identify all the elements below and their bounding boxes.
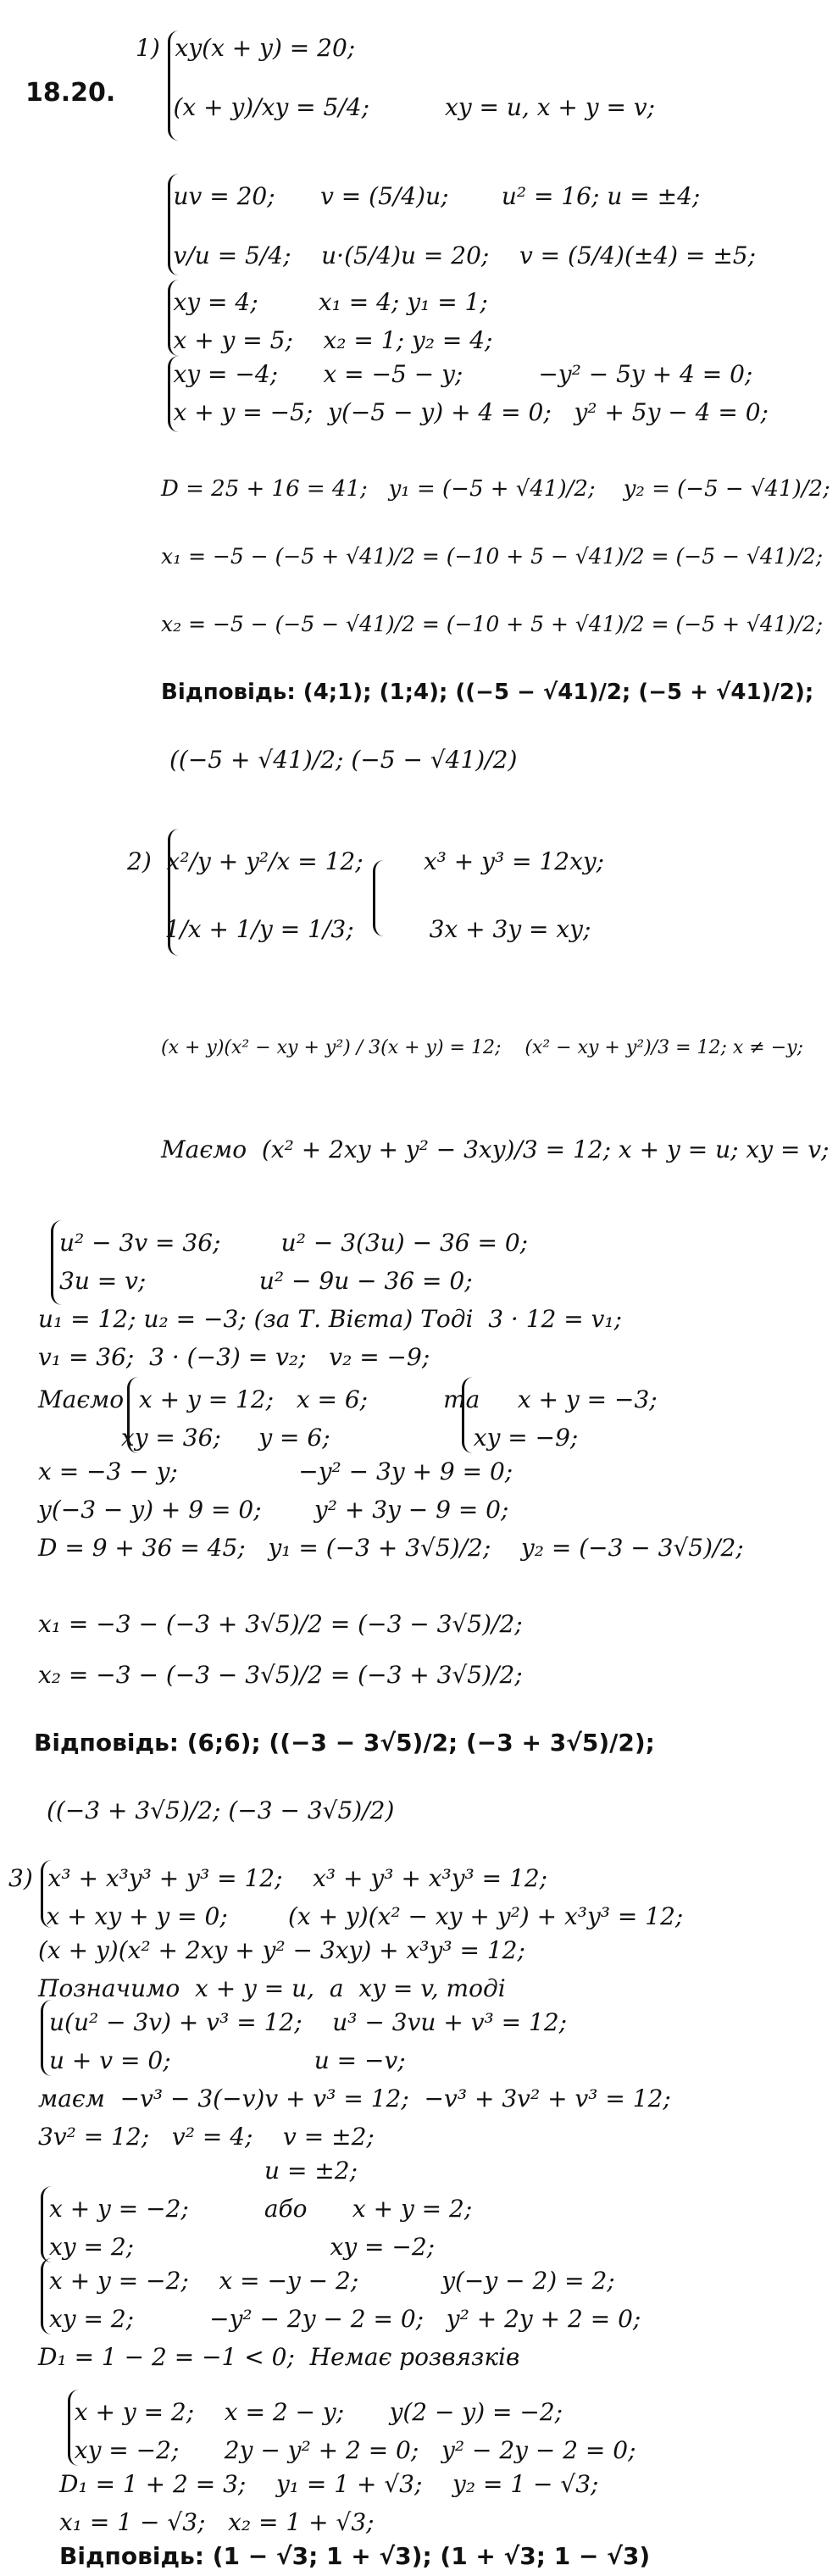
math-line: маєм −v³ − 3(−v)v + v³ = 12; −v³ + 3v² + v³ = 12;	[38, 2085, 671, 2112]
math-line: x = −3 − y; −y² − 3y + 9 = 0;	[38, 1457, 513, 1485]
math-line: y(−3 − y) + 9 = 0; y² + 3y − 9 = 0;	[38, 1496, 509, 1524]
math-line: x₂ = −5 − (−5 − √41)/2 = (−10 + 5 + √41)/2 = (−5 + √41)/2;	[161, 612, 824, 636]
math-line: (x + y)/xy = 5/4; xy = u, x + y = v;	[136, 93, 656, 121]
math-line: v/u = 5/4; u·(5/4)u = 20; v = (5/4)(±4) = ±5;	[136, 242, 757, 269]
math-line: 2) x²/y + y²/x = 12; x³ + y³ = 12xy;	[127, 847, 605, 875]
math-line: 3) x³ + x³y³ + y³ = 12; x³ + y³ + x³y³ = 12;	[8, 1864, 548, 1892]
math-line: 3v² = 12; v² = 4; v = ±2;	[38, 2123, 375, 2151]
math-line: u(u² − 3v) + v³ = 12; u³ − 3vu + v³ = 12;	[49, 2008, 568, 2036]
math-line: u = ±2;	[38, 2157, 358, 2185]
math-line: 1) xy(x + y) = 20;	[136, 34, 356, 62]
math-line: xy = −4; x = −5 − y; −y² − 5y + 4 = 0;	[136, 360, 753, 388]
math-line: x + y = −2; або x + y = 2;	[49, 2195, 473, 2223]
math-line: x₁ = −3 − (−3 + 3√5)/2 = (−3 − 3√5)/2;	[38, 1610, 523, 1638]
math-line: x + y = −5; y(−5 − y) + 4 = 0; y² + 5y − 4 = 0;	[136, 398, 769, 426]
math-line: x + y = 2; x = 2 − y; y(2 − y) = −2;	[59, 2398, 563, 2426]
math-line: u₁ = 12; u₂ = −3; (за Т. Вієта) Тоді 3 · 12 = v₁;	[38, 1305, 623, 1333]
answer-line: Відповідь: (6;6); ((−3 − 3√5)/2; (−3 + 3√5)/2);	[34, 1729, 655, 1757]
math-line: ((−5 + √41)/2; (−5 − √41)/2)	[169, 746, 518, 774]
math-line: x₂ = −3 − (−3 − 3√5)/2 = (−3 + 3√5)/2;	[38, 1661, 523, 1689]
problem-number: 18.20.	[25, 78, 116, 108]
math-line: xy = 2; −y² − 2y − 2 = 0; y² + 2y + 2 = 0;	[49, 2305, 641, 2333]
math-line: xy = 4; x₁ = 4; y₁ = 1;	[136, 288, 488, 316]
math-line: Маємо (x² + 2xy + y² − 3xy)/3 = 12; x + y = u; xy = v;	[161, 1135, 830, 1163]
math-line: D₁ = 1 + 2 = 3; y₁ = 1 + √3; y₂ = 1 − √3;	[59, 2470, 599, 2498]
math-line: xy = −2; 2y − y² + 2 = 0; y² − 2y − 2 = 0;	[59, 2436, 636, 2464]
answer-line: Відповідь: (1 − √3; 1 + √3); (1 + √3; 1 − √3)	[59, 2542, 651, 2570]
answer-line: Відповідь: (4;1); (1;4); ((−5 − √41)/2; (−5 + √41)/2);	[161, 680, 814, 705]
math-line: (x + y)(x² + 2xy + y² − 3xy) + x³y³ = 12;	[38, 1936, 525, 1964]
math-line: u² − 3v = 36; u² − 3(3u) − 36 = 0;	[59, 1229, 529, 1257]
math-line: D = 9 + 36 = 45; y₁ = (−3 + 3√5)/2; y₂ = (−3 − 3√5)/2;	[38, 1534, 744, 1562]
math-line: x₁ = 1 − √3; x₂ = 1 + √3;	[59, 2508, 375, 2536]
math-line: v₁ = 36; 3 · (−3) = v₂; v₂ = −9;	[38, 1343, 430, 1371]
math-line: xy = 2; xy = −2;	[49, 2233, 436, 2261]
math-line: 1/x + 1/y = 1/3; 3x + 3y = xy;	[127, 915, 591, 943]
math-line: uv = 20; v = (5/4)u; u² = 16; u = ±4;	[136, 182, 701, 210]
math-line: 3u = v; u² − 9u − 36 = 0;	[59, 1267, 473, 1295]
math-line: x + y = 5; x₂ = 1; y₂ = 4;	[136, 326, 493, 354]
math-line: x + xy + y = 0; (x + y)(x² − xy + y²) + x³y³ = 12;	[8, 1902, 684, 1930]
math-line: (x + y)(x² − xy + y²) / 3(x + y) = 12; (x² − xy + y²)/3 = 12; x ≠ −y;	[161, 1037, 804, 1058]
math-line: D₁ = 1 − 2 = −1 < 0; Немає розвязків	[38, 2343, 520, 2371]
math-line: x₁ = −5 − (−5 + √41)/2 = (−10 + 5 − √41)/2 = (−5 − √41)/2;	[161, 544, 824, 569]
math-line: Маємо x + y = 12; x = 6; та x + y = −3;	[38, 1385, 658, 1413]
math-line: u + v = 0; u = −v;	[49, 2046, 406, 2074]
math-line: xy = 36; y = 6; xy = −9;	[38, 1424, 579, 1452]
math-line: x + y = −2; x = −y − 2; y(−y − 2) = 2;	[49, 2267, 615, 2295]
math-line: Позначимо x + y = u, а xy = v, тоді	[38, 1974, 506, 2002]
math-line: ((−3 + 3√5)/2; (−3 − 3√5)/2)	[47, 1796, 395, 1824]
math-line: D = 25 + 16 = 41; y₁ = (−5 + √41)/2; y₂ = (−5 − √41)/2;	[161, 476, 830, 502]
